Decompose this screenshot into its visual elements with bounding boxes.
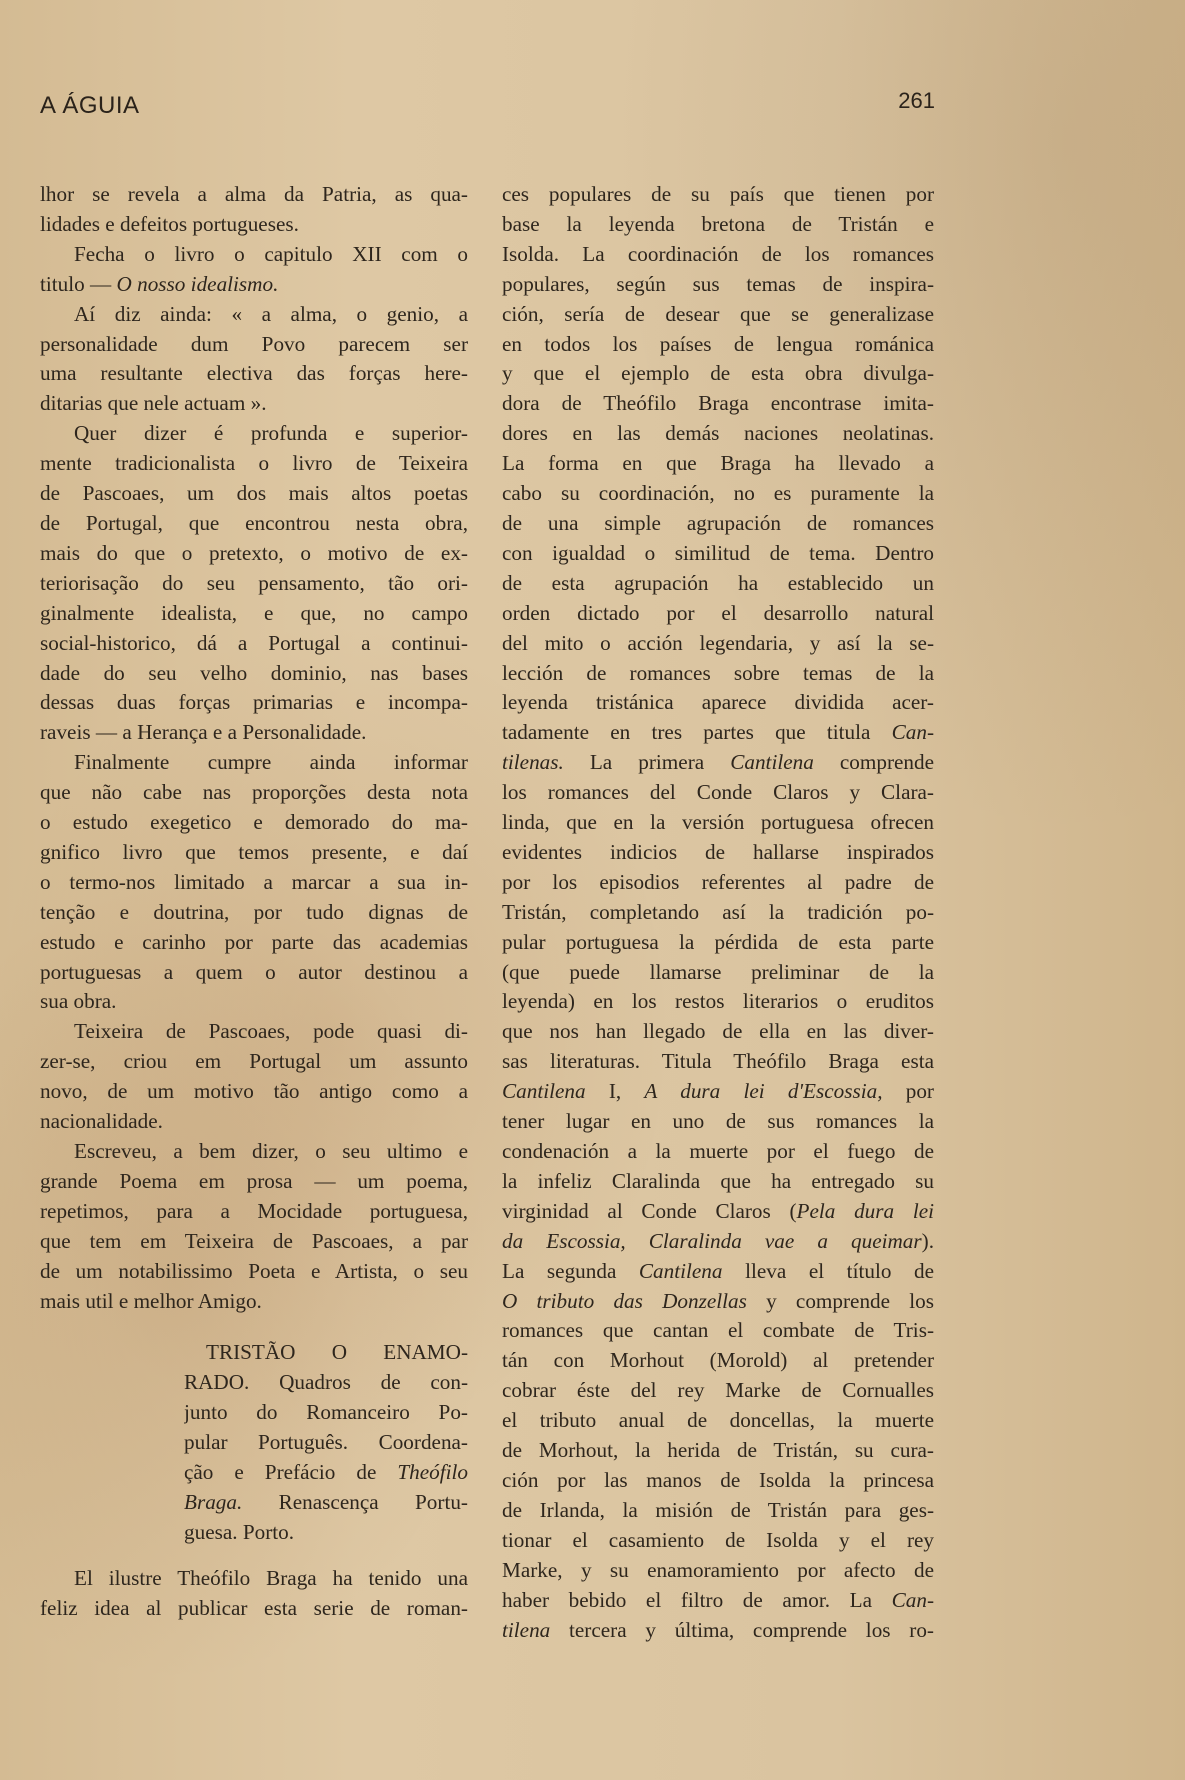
text-line	[40, 1167, 468, 1197]
text-line	[184, 1458, 468, 1488]
text-run: de um notabilissimo Poeta e Artista, o seu	[40, 1258, 468, 1283]
text-line	[40, 808, 468, 838]
text-run: orden dictado por el desarrollo natural	[502, 600, 934, 625]
text-line	[184, 1428, 468, 1458]
text-run: titulo —	[40, 271, 117, 296]
text-run: lidades e defeitos portugueses.	[40, 211, 299, 236]
text-line	[502, 1257, 934, 1287]
text-run: gnifico livro que temos presente, e daí	[40, 839, 468, 864]
text-line	[502, 1107, 934, 1137]
text-run: tionar el casamiento de Isolda y el rey	[502, 1527, 934, 1552]
right-column	[502, 180, 934, 1645]
italic-text: Cantilena	[730, 750, 814, 775]
text-run: por	[882, 1079, 934, 1104]
text-line	[502, 1496, 934, 1526]
text-run: Tristán, completando así la tradición po-	[502, 899, 934, 924]
text-line	[502, 1316, 934, 1346]
text-line	[40, 958, 468, 988]
text-run: tadamente en tres partes que titula	[502, 720, 892, 745]
text-line	[502, 748, 934, 778]
text-line	[502, 330, 934, 360]
text-run: y que el ejemplo de esta obra divulga-	[502, 361, 934, 386]
text-line	[40, 599, 468, 629]
text-line	[40, 419, 468, 449]
text-run: junto do Romanceiro Po-	[184, 1400, 468, 1425]
text-line	[502, 270, 934, 300]
italic-text: Cantilena	[638, 1258, 723, 1283]
text-line	[40, 449, 468, 479]
text-line	[40, 838, 468, 868]
text-line	[502, 718, 934, 748]
text-line	[40, 659, 468, 689]
text-run: comprende	[813, 750, 934, 775]
text-line	[502, 1017, 934, 1047]
text-run: la infeliz Claralinda que ha entregado su	[502, 1168, 934, 1193]
text-run: feliz idea al publicar esta serie de roman-	[40, 1595, 468, 1620]
text-run: romances que cantan el combate de Tris-	[502, 1318, 934, 1343]
text-line	[502, 1586, 934, 1616]
text-run: La segunda	[502, 1258, 639, 1283]
text-run: dessas duas forças primarias e incompa-	[40, 690, 468, 715]
text-line	[502, 1167, 934, 1197]
text-line	[502, 1376, 934, 1406]
text-line	[40, 748, 468, 778]
text-run: grande Poema em prosa — um poema,	[40, 1168, 468, 1193]
text-run: tercera y última, comprende los ro-	[550, 1617, 934, 1642]
text-run: de Portugal, que encontrou nesta obra,	[40, 510, 468, 535]
text-run: base la leyenda bretona de Tristán e	[502, 211, 934, 236]
text-run: uma resultante electiva das forças here-	[40, 361, 468, 386]
text-line	[502, 1137, 934, 1167]
text-line	[40, 1047, 468, 1077]
text-line	[40, 868, 468, 898]
text-line	[502, 449, 934, 479]
text-line	[40, 479, 468, 509]
text-run: raveis — a Herança e a Personalidade.	[40, 720, 367, 745]
text-run: Isolda. La coordinación de los romances	[502, 241, 934, 266]
text-line	[40, 389, 468, 419]
text-run: I,	[585, 1079, 645, 1104]
italic-text: da Escossia, Claralinda vae a queimar	[502, 1228, 922, 1253]
text-line	[502, 928, 934, 958]
text-run: ditarias que nele actuam ».	[40, 391, 267, 416]
right-column-text	[502, 180, 934, 1645]
text-line	[40, 270, 468, 300]
text-run: o estudo exegetico e demorado do ma-	[40, 810, 468, 835]
text-line	[502, 987, 934, 1017]
text-line	[502, 659, 934, 689]
text-run: La primera	[563, 750, 731, 775]
text-run: Finalmente cumpre ainda informar	[74, 750, 468, 775]
text-run: que não cabe nas proporções desta nota	[40, 780, 468, 805]
text-run: de Pascoaes, um dos mais altos poetas	[40, 481, 468, 506]
text-run: con igualdad o similitud de tema. Dentro	[502, 540, 934, 565]
text-run: tán con Morhout (Morold) al pretender	[502, 1348, 934, 1373]
text-run: Aí diz ainda: « a alma, o genio, a	[74, 301, 468, 326]
text-line	[40, 1287, 468, 1317]
text-line	[502, 1436, 934, 1466]
text-line	[502, 479, 934, 509]
text-run: los romances del Conde Claros y Clara-	[502, 780, 934, 805]
text-run: linda, que en la versión portuguesa ofrecen	[502, 810, 934, 835]
text-run: Marke, y su enamoramiento por afecto de	[502, 1557, 934, 1582]
italic-text: Can-	[891, 720, 934, 745]
text-line	[184, 1488, 468, 1518]
running-title: A ÁGUIA	[40, 92, 140, 119]
text-line	[40, 1564, 468, 1594]
text-line	[502, 958, 934, 988]
text-run: ción por las manos de Isolda la princesa	[502, 1467, 934, 1492]
text-line	[502, 1406, 934, 1436]
text-run: Renascença Portu-	[242, 1489, 468, 1514]
text-run: TRISTÃO O ENAMO-	[206, 1340, 468, 1365]
text-line	[40, 359, 468, 389]
text-line	[40, 778, 468, 808]
text-line	[502, 778, 934, 808]
text-line	[184, 1398, 468, 1428]
text-run: del mito o acción legendaria, y así la se-	[502, 630, 934, 655]
text-line	[40, 718, 468, 748]
italic-text: Pela dura lei	[796, 1198, 934, 1223]
text-run: sua obra.	[40, 989, 117, 1014]
text-run: leyenda tristánica aparece dividida acer-	[502, 690, 934, 715]
text-line	[40, 1197, 468, 1227]
text-run: La forma en que Braga ha llevado a	[502, 451, 934, 476]
text-line	[40, 180, 468, 210]
text-line	[40, 1137, 468, 1167]
text-run: (que puede llamarse preliminar de la	[502, 959, 934, 984]
text-run: tener lugar en uno de sus romances la	[502, 1109, 934, 1134]
text-line	[502, 359, 934, 389]
text-line	[40, 330, 468, 360]
text-run: ción, sería de desear que se generalizase	[502, 301, 934, 326]
text-line	[40, 1594, 468, 1624]
text-line	[40, 569, 468, 599]
text-line	[502, 509, 934, 539]
text-line	[40, 300, 468, 330]
review-heading	[184, 1338, 468, 1547]
text-line	[40, 629, 468, 659]
italic-text: Can-	[891, 1587, 934, 1612]
text-run: el tributo anual de doncellas, la muerte	[502, 1408, 934, 1433]
section-gap	[40, 1548, 468, 1564]
left-column-text-end	[40, 1564, 468, 1624]
text-run: evidentes indicios de hallarse inspirados	[502, 839, 934, 864]
text-line	[40, 688, 468, 718]
text-run: de esta agrupación ha establecido un	[502, 570, 934, 595]
text-line	[502, 1197, 934, 1227]
text-run: de Morhout, la herida de Tristán, su cura-	[502, 1438, 934, 1463]
text-line	[502, 1287, 934, 1317]
text-run: cobrar éste del rey Marke de Cornualles	[502, 1378, 934, 1403]
text-line	[502, 240, 934, 270]
text-line	[502, 180, 934, 210]
text-line	[40, 1077, 468, 1107]
text-run: teriorisação do seu pensamento, tão ori-	[40, 570, 468, 595]
text-run: lhor se revela a alma da Patria, as qua-	[40, 182, 468, 206]
text-run: lección de romances sobre temas de la	[502, 660, 934, 685]
text-run: ção e Prefácio de	[184, 1460, 398, 1485]
italic-text: A dura lei d'Escossia,	[644, 1079, 883, 1104]
text-run: Escreveu, a bem dizer, o seu ultimo e	[74, 1139, 468, 1163]
text-line	[502, 688, 934, 718]
text-line	[502, 569, 934, 599]
text-line	[502, 629, 934, 659]
text-line	[502, 1227, 934, 1257]
text-line	[502, 300, 934, 330]
text-run: tenção e doutrina, por tudo dignas de	[40, 899, 468, 924]
text-run: pular Português. Coordena-	[184, 1430, 468, 1455]
text-line	[184, 1368, 468, 1398]
text-line	[40, 210, 468, 240]
text-line	[502, 898, 934, 928]
section-gap	[40, 1316, 468, 1338]
text-line	[502, 868, 934, 898]
text-run: estudo e carinho por parte das academias	[40, 929, 468, 954]
text-line	[502, 838, 934, 868]
text-run: haber bebido el filtro de amor. La	[502, 1587, 892, 1612]
text-run: personalidade dum Povo parecem ser	[40, 331, 468, 356]
text-run: sas literaturas. Titula Theófilo Braga esta	[502, 1049, 934, 1074]
text-line	[40, 240, 468, 270]
text-run: mente tradicionalista o livro de Teixeira	[40, 451, 468, 476]
text-run: zer-se, criou em Portugal um assunto	[40, 1049, 468, 1074]
text-line	[502, 1346, 934, 1376]
text-run: social-historico, dá a Portugal a continui-	[40, 630, 468, 655]
text-line	[40, 1107, 468, 1137]
text-run: que tem em Teixeira de Pascoaes, a par	[40, 1228, 468, 1253]
text-line	[502, 808, 934, 838]
text-line	[184, 1338, 468, 1368]
text-run: populares, según sus temas de inspira-	[502, 271, 934, 296]
left-column-text	[40, 180, 468, 1316]
text-run: Teixeira de Pascoaes, pode quasi di-	[74, 1019, 468, 1044]
text-line	[502, 539, 934, 569]
text-run: guesa. Porto.	[184, 1519, 295, 1544]
italic-text: Cantilena	[502, 1079, 586, 1104]
text-run: pular portuguesa la pérdida de esta parte	[502, 929, 934, 954]
text-run: ginalmente idealista, e que, no campo	[40, 600, 468, 625]
text-line	[502, 599, 934, 629]
text-line	[40, 987, 468, 1017]
text-run: mais do que o pretexto, o motivo de ex-	[40, 540, 468, 565]
text-line	[40, 539, 468, 569]
text-line	[502, 1556, 934, 1586]
text-run: ).	[921, 1228, 934, 1253]
text-line	[502, 1047, 934, 1077]
text-line	[184, 1518, 468, 1548]
text-run: repetimos, para a Mocidade portuguesa,	[40, 1198, 468, 1223]
text-run: de Irlanda, la misión de Tristán para ges-	[502, 1497, 934, 1522]
text-line	[40, 509, 468, 539]
text-line	[40, 928, 468, 958]
text-line	[40, 1227, 468, 1257]
italic-text: Braga.	[184, 1489, 243, 1514]
text-run: que nos han llegado de ella en las diver-	[502, 1019, 934, 1044]
text-line	[502, 1526, 934, 1556]
text-run: y comprende los	[746, 1288, 934, 1313]
text-run: nacionalidade.	[40, 1109, 163, 1134]
text-line	[502, 389, 934, 419]
italic-text: tilenas.	[502, 750, 564, 775]
text-run: virginidad al Conde Claros (	[502, 1198, 797, 1223]
italic-text: tilena	[502, 1617, 551, 1642]
text-run: en todos los países de lengua románica	[502, 331, 934, 356]
text-run: de una simple agrupación de romances	[502, 510, 934, 535]
left-column	[40, 180, 468, 1624]
text-run: portuguesas a quem o autor destinou a	[40, 959, 468, 984]
text-run: Fecha o livro o capitulo XII com o	[74, 241, 468, 266]
text-run: dade do seu velho dominio, nas bases	[40, 660, 468, 685]
page-header	[40, 88, 935, 132]
text-line	[502, 419, 934, 449]
text-line	[40, 1017, 468, 1047]
text-line	[502, 1466, 934, 1496]
text-run: leyenda) en los restos literarios o eruditos	[502, 989, 934, 1014]
text-run: Quer dizer é profunda e superior-	[74, 421, 468, 446]
text-run: dora de Theófilo Braga encontrase imita-	[502, 391, 934, 416]
text-run: novo, de um motivo tão antigo como a	[40, 1079, 468, 1104]
text-line	[40, 898, 468, 928]
italic-text: Theófilo	[397, 1460, 468, 1485]
text-line	[502, 210, 934, 240]
text-run: El ilustre Theófilo Braga ha tenido una	[74, 1565, 468, 1590]
text-line	[502, 1616, 934, 1646]
italic-text: O nosso idealismo.	[116, 271, 279, 296]
text-run: dores en las demás naciones neolatinas.	[502, 421, 934, 446]
text-run: cabo su coordinación, no es puramente la	[502, 481, 934, 506]
text-run: o termo-nos limitado a marcar a sua in-	[40, 869, 468, 894]
page-number: 261	[898, 88, 935, 113]
text-run: mais util e melhor Amigo.	[40, 1288, 262, 1313]
text-run: RADO. Quadros de con-	[184, 1370, 468, 1395]
text-line	[40, 1257, 468, 1287]
text-run: lleva el título de	[722, 1258, 934, 1283]
text-line	[502, 1077, 934, 1107]
text-run: por los episodios referentes al padre de	[502, 869, 934, 894]
italic-text: O tributo das Donzellas	[502, 1288, 747, 1313]
text-run: ces populares de su país que tienen por	[502, 182, 934, 206]
text-run: condenación a la muerte por el fuego de	[502, 1139, 934, 1163]
